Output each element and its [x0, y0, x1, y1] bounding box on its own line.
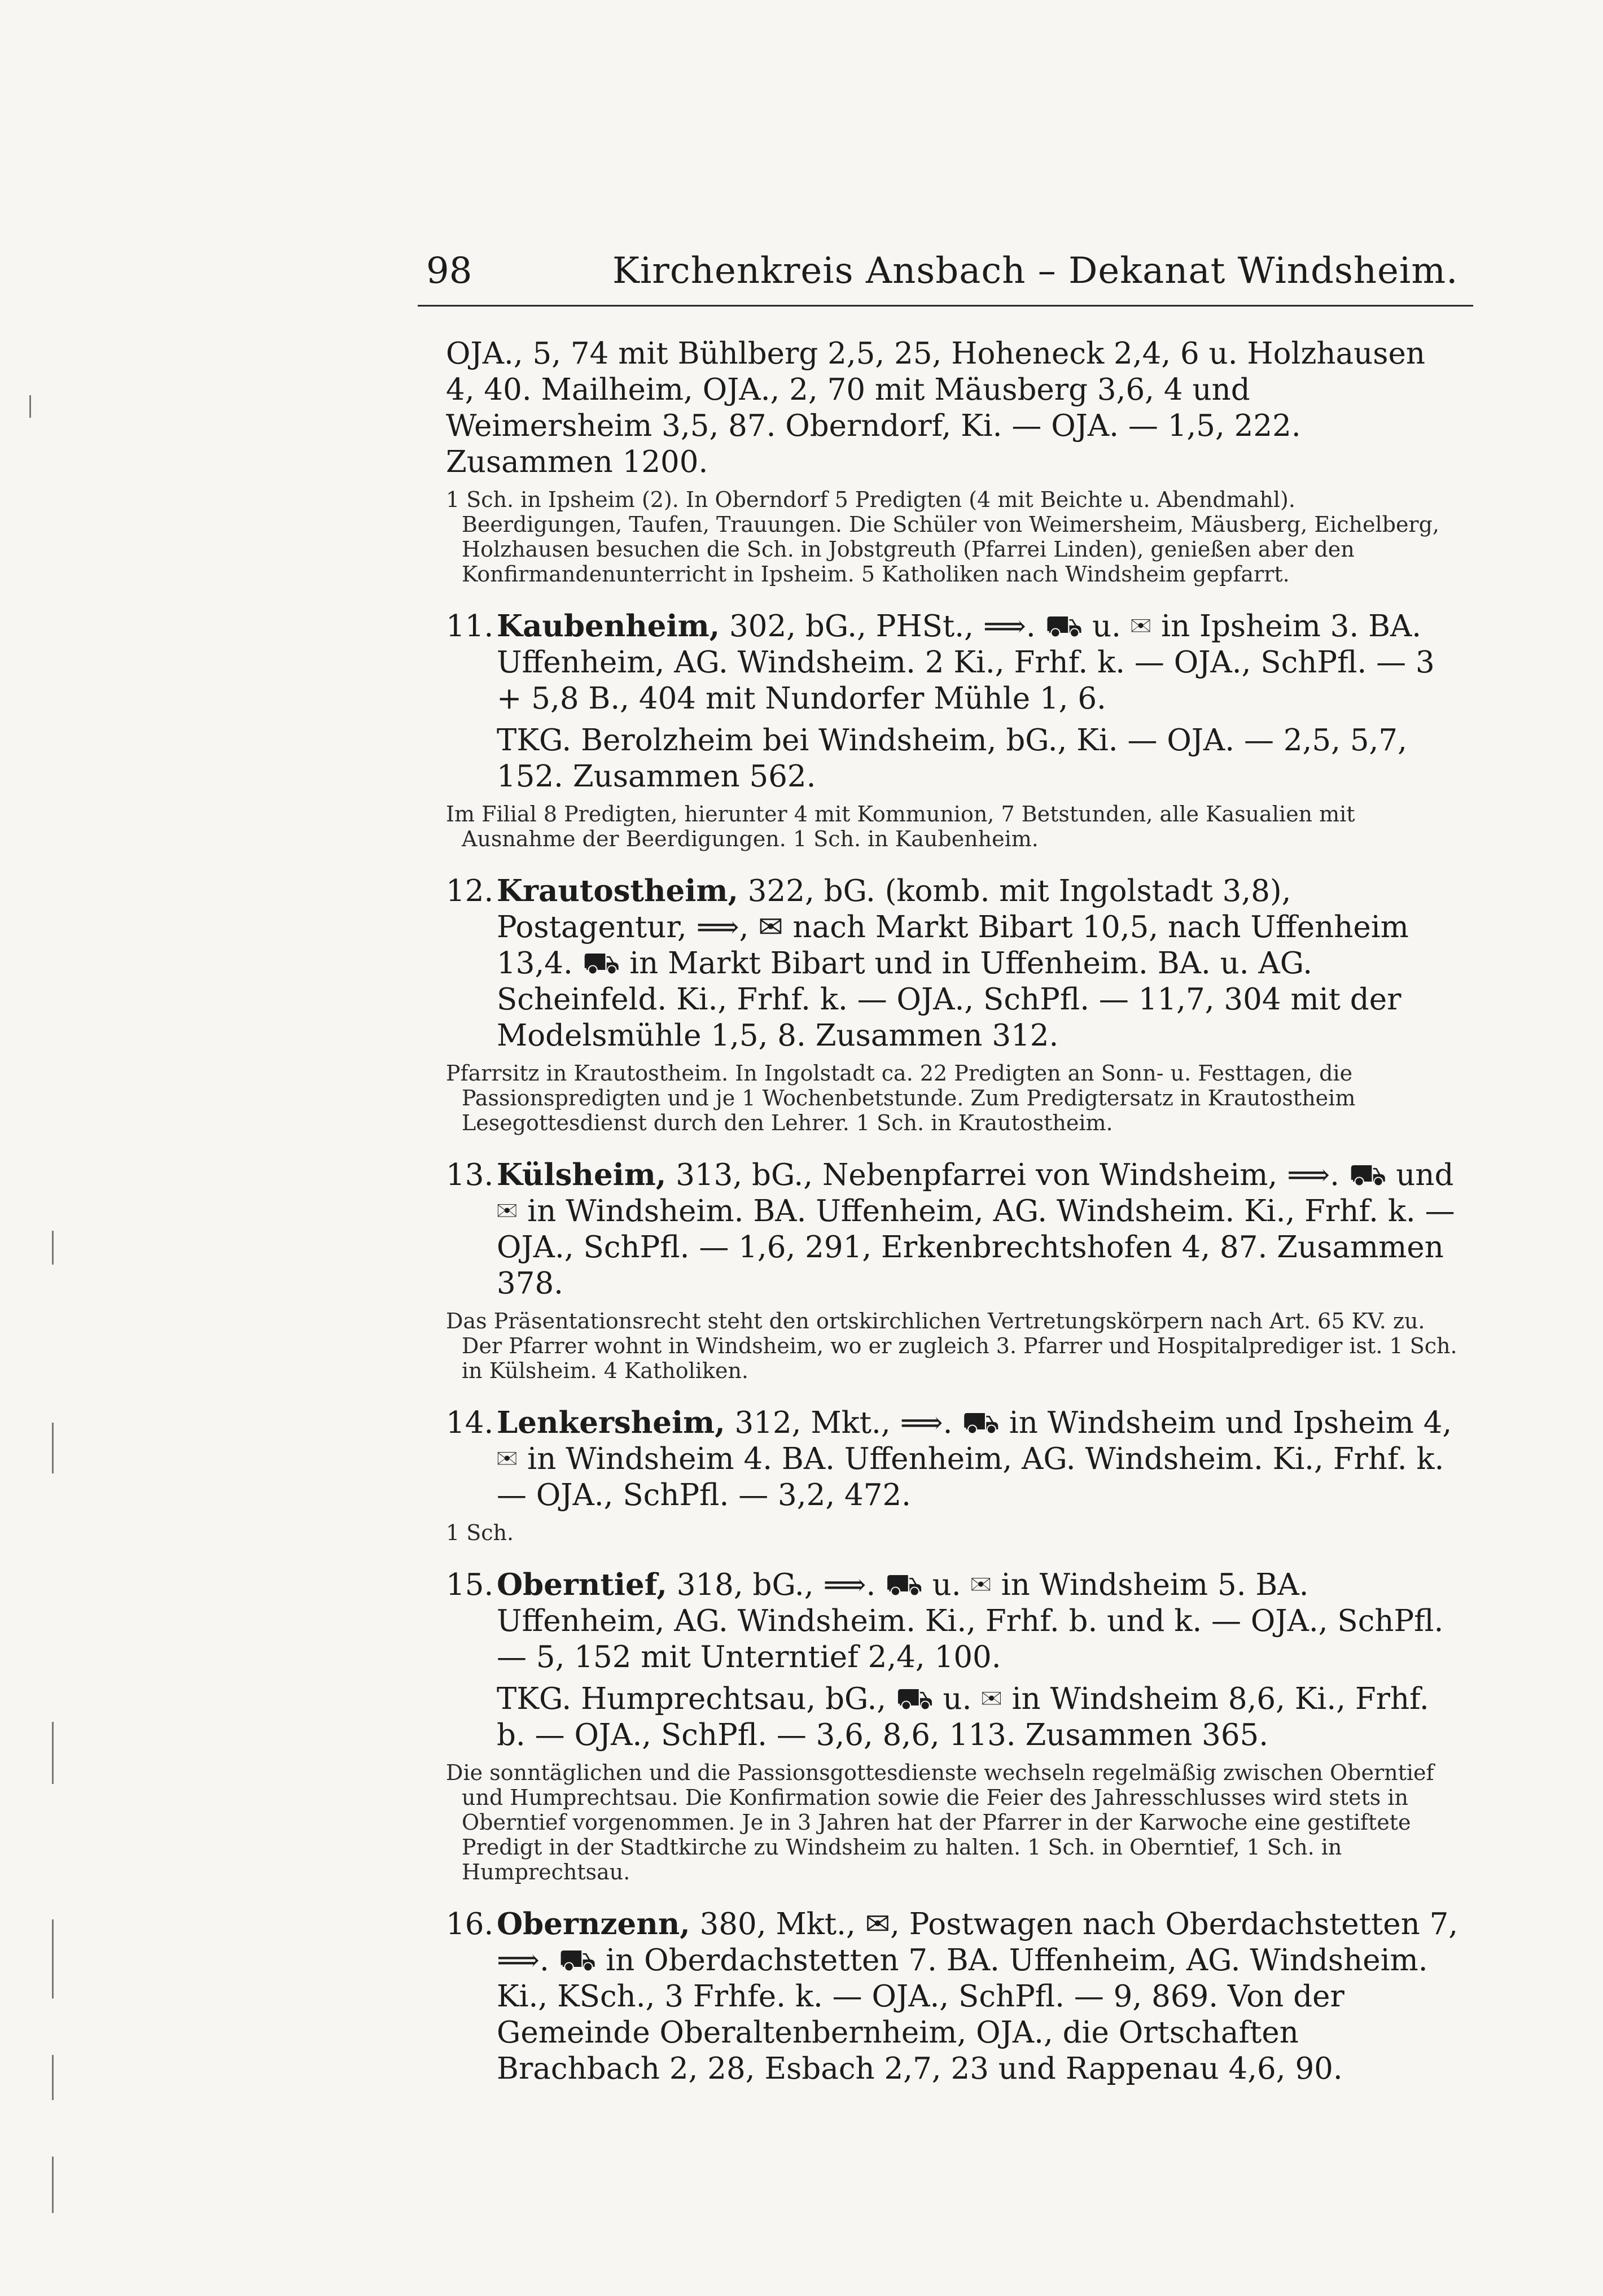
entry-main [446, 608, 1462, 717]
entry-text: 322, bG. (komb. mit Ingolstadt 3,8), Postagentur, ⟹, ✉ nach Markt Bibart 10,5, nach Uffenheim 13,4. ⛟ in Markt Bibart und in Uffenheim. BA. u. AG. Scheinfeld. Ki., Frhf. k. — OJA., SchPfl. — 11,7, 304 mit der Modelsmühle 1,5, 8. Zusammen 312. [497, 874, 1409, 1053]
entry-name: Kaubenheim, [497, 609, 720, 644]
entry-15 [446, 1567, 1462, 1884]
entry-main [446, 1567, 1462, 1676]
entry-note: Das Präsentationsrecht steht den ortskirchlichen Vertretungskörpern nach Art. 65 KV. zu. Der Pfarrer wohnt in Windsheim, wo er zugleich 3. Pfarrer und Hospitalprediger ist. 1 Sch. in Külsheim. 4 Katholiken. [446, 1309, 1457, 1383]
entry-text: 318, bG., ⟹. ⛟ u. ✉ in Windsheim 5. BA. Uffenheim, AG. Windsheim. Ki., Frhf. b. und k. — OJA., SchPfl. — 5, 152 mit Unterntief 2,4, 100. [497, 1568, 1444, 1674]
entry-11 [446, 608, 1462, 851]
entry-12 [446, 873, 1462, 1135]
scan-mark [52, 1231, 54, 1265]
entry-sub: TKG. Humprechtsau, bG., ⛟ u. ✉ in Windsheim 8,6, Ki., Frhf. b. — OJA., SchPfl. — 3,6, 8,6, 113. Zusammen 365. [497, 1682, 1429, 1752]
entry-name: Külsheim, [497, 1157, 667, 1192]
intro-text: OJA., 5, 74 mit Bühlberg 2,5, 25, Hoheneck 2,4, 6 u. Holzhausen 4, 40. Mailheim, OJA., 2, 70 mit Mäusberg 3,6, 4 und Weimersheim 3,5, 87. Oberndorf, Ki. — OJA. — 1,5, 222. Zusammen 1200. [446, 336, 1425, 479]
scan-mark [52, 1919, 54, 1998]
scan-mark [52, 1423, 54, 1473]
entry-number: 11. [446, 609, 494, 644]
entry-name: Obernzenn, [497, 1906, 690, 1941]
entry-number: 16. [446, 1907, 494, 1941]
entry-name: Krautostheim, [497, 873, 738, 908]
page-header [418, 243, 1473, 307]
entry-sub: TKG. Berolzheim bei Windsheim, bG., Ki. — OJA. — 2,5, 5,7, 152. Zusammen 562. [497, 723, 1407, 794]
entry-note: Im Filial 8 Predigten, hierunter 4 mit Kommunion, 7 Betstunden, alle Kasualien mit Ausnahme der Beerdigungen. 1 Sch. in Kaubenheim. [446, 802, 1355, 851]
scan-mark [52, 2157, 54, 2213]
entry-number: 14. [446, 1406, 494, 1440]
entry-number: 13. [446, 1158, 494, 1192]
entry-main [446, 1405, 1462, 1514]
entry-note: 1 Sch. [446, 1520, 514, 1545]
intro-block [446, 336, 1462, 587]
entry-text: 380, Mkt., ✉, Postwagen nach Oberdachstetten 7, ⟹. ⛟ in Oberdachstetten 7. BA. Uffenheim, AG. Windsheim. Ki., KSch., 3 Frhfe. k. — OJA., SchPfl. — 9, 869. Von der Gemeinde Oberaltenbernheim, OJA., die Ortschaften Brachbach 2, 28, Esbach 2,7, 23 und Rappenau 4,6, 90. [497, 1907, 1459, 2086]
entry-main [446, 1157, 1462, 1302]
entry-text: 302, bG., PHSt., ⟹. ⛟ u. ✉ in Ipsheim 3. BA. Uffenheim, AG. Windsheim. 2 Ki., Frhf. k. — OJA., SchPfl. — 3 + 5,8 B., 404 mit Nundorfer Mühle 1, 6. [497, 609, 1435, 716]
entry-main [446, 1906, 1462, 2087]
page-content [446, 336, 1462, 2087]
page-number: 98 [426, 250, 472, 292]
entry-note: Pfarrsitz in Krautostheim. In Ingolstadt ca. 22 Predigten an Sonn- u. Festtagen, die Passionspredigten und je 1 Wochenbetstunde. Zum Predigtersatz in Krautostheim Lesegottesdienst durch den Lehrer. 1 Sch. in Krautostheim. [446, 1061, 1356, 1135]
entry-name: Oberntief, [497, 1567, 667, 1602]
scan-mark [52, 1722, 54, 1784]
entry-note: Die sonntäglichen und die Passionsgottesdienste wechseln regelmäßig zwischen Oberntief und Humprechtsau. Die Konfirmation sowie die Feier des Jahresschlusses wird stets in Oberntief vorgenommen. Je in 3 Jahren hat der Pfarrer in der Karwoche eine gestiftete Predigt in der Stadtkirche zu Windsheim zu halten. 1 Sch. in Oberntief, 1 Sch. in Humprechtsau. [446, 1760, 1434, 1884]
entry-16 [446, 1906, 1462, 2087]
entry-number: 15. [446, 1568, 494, 1602]
entry-13 [446, 1157, 1462, 1383]
scan-mark [29, 395, 31, 418]
entry-text: 312, Mkt., ⟹. ⛟ in Windsheim und Ipsheim 4, ✉ in Windsheim 4. BA. Uffenheim, AG. Windsheim. Ki., Frhf. k. — OJA., SchPfl. — 3,2, 472. [497, 1406, 1452, 1512]
entry-14 [446, 1405, 1462, 1545]
entry-text: 313, bG., Nebenpfarrei von Windsheim, ⟹. ⛟ und ✉ in Windsheim. BA. Uffenheim, AG. Windsheim. Ki., Frhf. k. — OJA., SchPfl. — 1,6, 291, Erkenbrechtshofen 4, 87. Zusammen 378. [497, 1158, 1455, 1301]
intro-note: 1 Sch. in Ipsheim (2). In Oberndorf 5 Predigten (4 mit Beichte u. Abendmahl). Beerdigungen, Taufen, Trauungen. Die Schüler von Weimersheim, Mäusberg, Eichelberg, Holzhausen besuchen die Sch. in Jobstgreuth (Pfarrei Linden), genießen aber den Konfirmandenunterricht in Ipsheim. 5 Katholiken nach Windsheim gepfarrt. [446, 487, 1440, 587]
entry-main [446, 873, 1462, 1054]
entry-name: Lenkersheim, [497, 1405, 725, 1440]
scan-mark [52, 2055, 54, 2100]
entry-number: 12. [446, 874, 494, 908]
running-title: Kirchenkreis Ansbach – Dekanat Windsheim. [612, 250, 1459, 292]
